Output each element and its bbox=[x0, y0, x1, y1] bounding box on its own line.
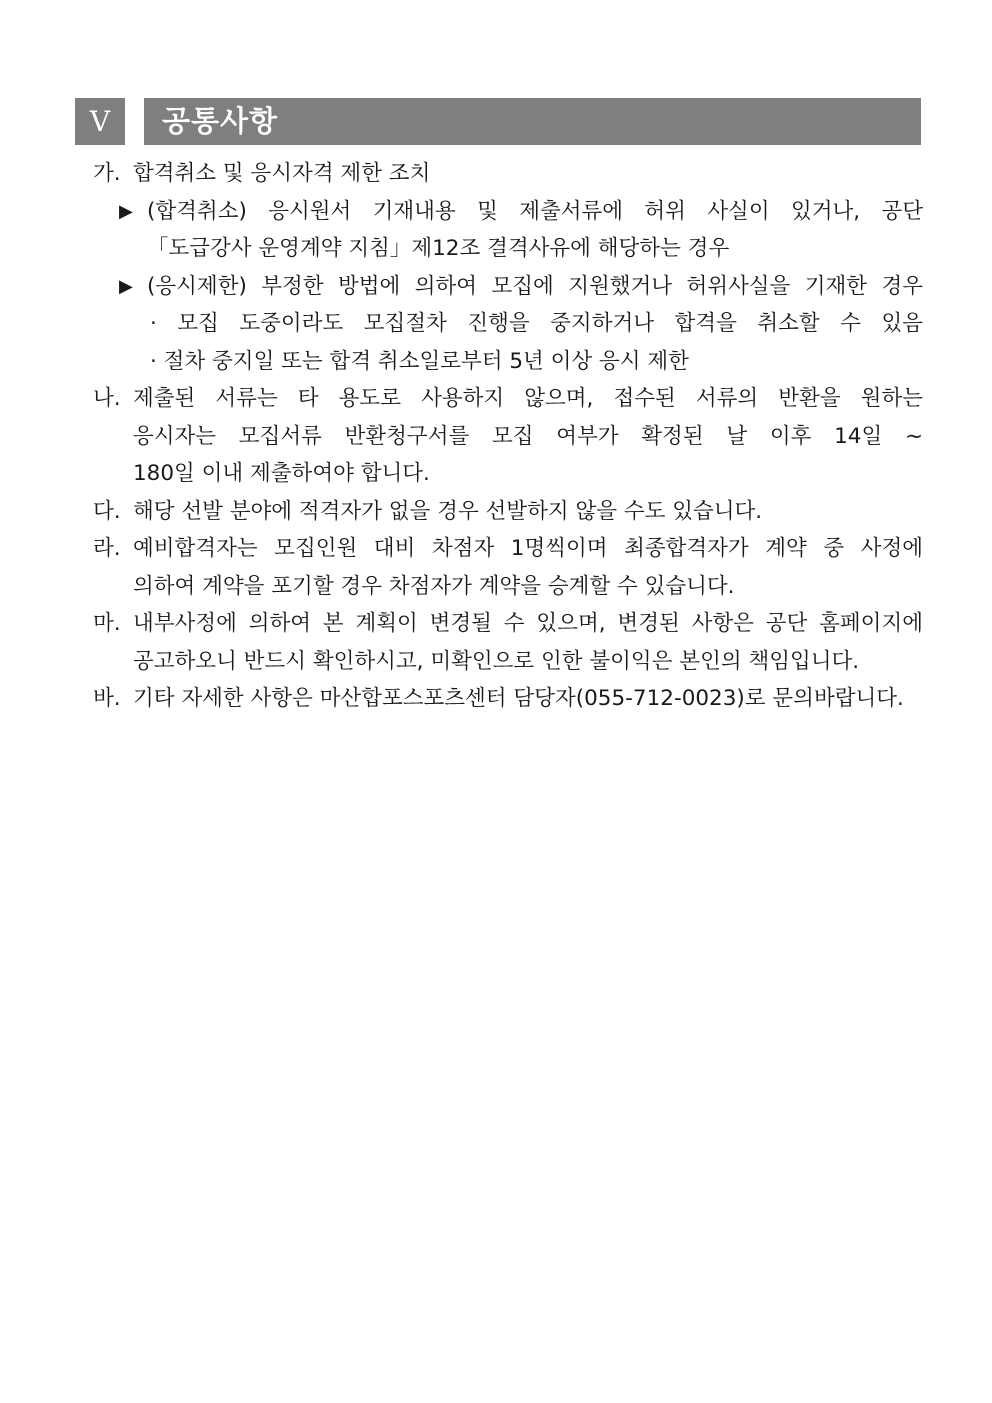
arrow-bullet-icon: ▶ bbox=[119, 275, 133, 297]
sub-item-line: 「도급강사 운영계약 지침」제12조 결격사유에 해당하는 경우 bbox=[147, 236, 730, 261]
item-line: 내부사정에 의하여 본 계획이 변경될 수 있으며, 변경된 사항은 공단 홈페이지에 bbox=[133, 611, 923, 636]
item-da bbox=[93, 493, 923, 531]
dot-bullet-item bbox=[93, 343, 923, 381]
item-ba bbox=[93, 680, 923, 718]
item-label: 바. bbox=[93, 686, 121, 711]
section-title-bar bbox=[144, 98, 921, 145]
item-line: 예비합격자는 모집인원 대비 차점자 1명씩이며 최종합격자가 계약 중 사정에 bbox=[133, 536, 923, 561]
sub-item-line: (합격취소) 응시원서 기재내용 및 제출서류에 허위 사실이 있거나, 공단 bbox=[147, 198, 923, 224]
sub-item-line: (응시제한) 부정한 방법에 의하여 모집에 지원했거나 허위사실을 기재한 경우 bbox=[147, 273, 923, 299]
item-na bbox=[93, 380, 923, 493]
item-line: 180일 이내 제출하여야 합니다. bbox=[133, 461, 430, 486]
item-line: 의하여 계약을 포기할 경우 차점자가 계약을 승계할 수 있습니다. bbox=[133, 573, 735, 599]
item-label: 마. bbox=[93, 611, 121, 636]
item-line: 공고하오니 반드시 확인하시고, 미확인으로 인한 불이익은 본인의 책임입니다. bbox=[133, 648, 860, 674]
dot-bullet-line: · 절차 중지일 또는 합격 취소일로부터 5년 이상 응시 제한 bbox=[150, 348, 689, 374]
item-line: 응시자는 모집서류 반환청구서를 모집 여부가 확정된 날 이후 14일 ~ bbox=[133, 423, 923, 449]
sub-item-restrict bbox=[93, 268, 923, 306]
section-title: 공통사항 bbox=[162, 104, 279, 138]
dot-bullet-item bbox=[93, 305, 923, 343]
item-line: 제출된 서류는 타 용도로 사용하지 않으며, 접수된 서류의 반환을 원하는 bbox=[133, 386, 923, 411]
item-label: 가. bbox=[93, 161, 121, 186]
item-line: 기타 자세한 사항은 마산합포스포츠센터 담당자(055-712-0023)로 문의바랍니다. bbox=[133, 686, 904, 711]
item-ra bbox=[93, 530, 923, 605]
dot-bullet-line: · 모집 도중이라도 모집절차 진행을 중지하거나 합격을 취소할 수 있음 bbox=[150, 311, 923, 336]
notice-content bbox=[93, 155, 923, 718]
item-label: 나. bbox=[93, 386, 121, 411]
item-line: 해당 선발 분야에 적격자가 없을 경우 선발하지 않을 수도 있습니다. bbox=[133, 498, 763, 524]
arrow-bullet-icon: ▶ bbox=[119, 200, 133, 222]
section-number: Ⅴ bbox=[75, 98, 125, 145]
sub-item-cancel bbox=[93, 193, 923, 268]
section-header bbox=[75, 98, 921, 145]
item-label: 라. bbox=[93, 536, 121, 561]
item-ga bbox=[93, 155, 923, 193]
item-ma bbox=[93, 605, 923, 680]
item-text: 합격취소 및 응시자격 제한 조치 bbox=[133, 161, 431, 186]
item-label: 다. bbox=[93, 498, 121, 524]
